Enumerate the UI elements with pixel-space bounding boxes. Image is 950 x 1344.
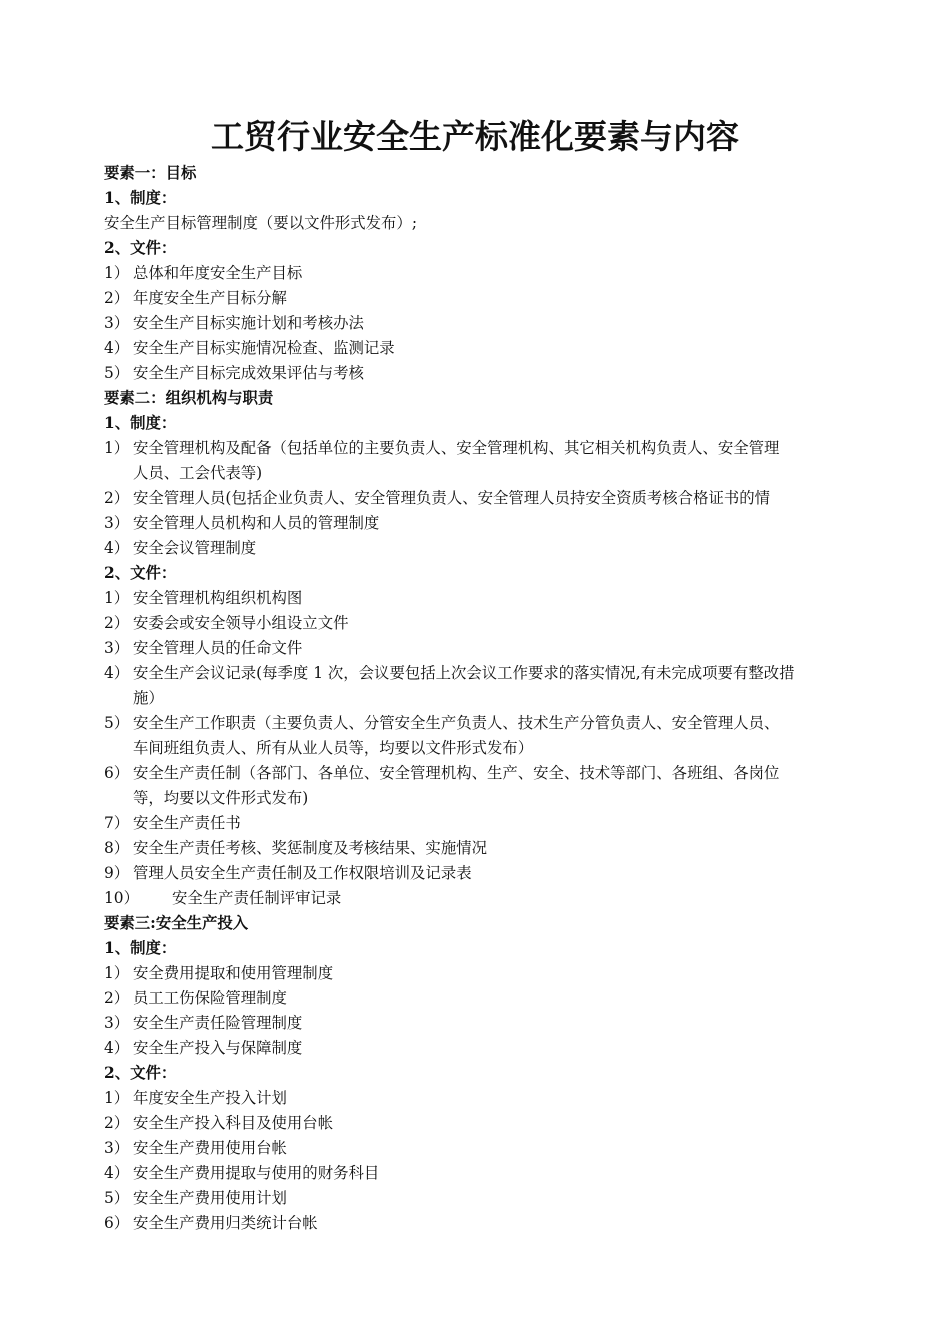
list-item [104,311,850,336]
item-text: 员工工伤保险管理制度 [133,989,287,1007]
item-text: 安委会或安全领导小组设立文件 [133,614,349,632]
list-item [104,486,850,511]
item-text: 安全管理机构组织机构图 [133,589,303,607]
item-continuation: 施） [133,689,164,707]
list-item [104,636,850,661]
item-text: 安全生产费用使用计划 [133,1189,287,1207]
list-item [104,1136,850,1161]
element-3-docs-label: 2、文件： [104,1064,177,1082]
list-item [104,1086,850,1111]
list-item [104,711,850,736]
item-text: 安全生产投入与保障制度 [133,1039,303,1057]
item-number: 1） [104,589,130,607]
list-item [104,836,850,861]
item-number: 3） [104,639,130,657]
item-number: 5） [104,1189,130,1207]
item-text: 安全费用提取和使用管理制度 [133,964,334,982]
item-number: 6） [104,1214,130,1232]
item-text: 安全管理人员机构和人员的管理制度 [133,514,380,532]
item-text: 安全生产责任制评审记录 [172,889,342,907]
item-text: 安全生产费用提取与使用的财务科目 [133,1164,380,1182]
item-number: 4） [104,664,130,682]
list-item [104,961,850,986]
element-1-rules-label: 1、制度： [104,189,177,207]
item-text: 总体和年度安全生产目标 [133,264,303,282]
element-2-rules-label: 1、制度： [104,414,177,432]
list-item [104,1036,850,1061]
list-item [104,661,850,686]
list-item [104,261,850,286]
document-title: 工贸行业安全生产标准化要素与内容 [211,117,739,156]
element-1-heading: 要素一：目标 [104,164,197,182]
item-text: 安全生产投入科目及使用台帐 [133,1114,334,1132]
item-number: 2） [104,289,130,307]
list-item [104,761,850,786]
item-text: 安全生产费用使用台帐 [133,1139,287,1157]
item-number: 3） [104,314,130,332]
list-item [104,1161,850,1186]
element-2-docs-label: 2、文件： [104,564,177,582]
item-text: 安全管理人员的任命文件 [133,639,303,657]
item-text: 安全生产目标实施情况检查、监测记录 [133,339,395,357]
item-text: 安全生产会议记录(每季度 1 次，会议要包括上次会议工作要求的落实情况,有未完成项要有整改措 [133,664,795,682]
item-number: 10） [104,889,139,907]
element-2-heading: 要素二：组织机构与职责 [104,389,274,407]
item-number: 2） [104,989,130,1007]
item-text: 安全管理机构及配备（包括单位的主要负责人、安全管理机构、其它相关机构负责人、安全管理 [133,439,780,457]
list-item [104,336,850,361]
item-number: 3） [104,1139,130,1157]
list-item [104,1111,850,1136]
list-item [104,536,850,561]
list-item [104,586,850,611]
item-number: 2） [104,614,130,632]
list-item [104,886,850,911]
list-item [104,861,850,886]
item-text: 管理人员安全生产责任制及工作权限培训及记录表 [133,864,472,882]
item-number: 6） [104,764,130,782]
list-item [104,286,850,311]
item-text: 安全生产责任考核、奖惩制度及考核结果、实施情况 [133,839,487,857]
item-number: 5） [104,714,130,732]
item-number: 3） [104,1014,130,1032]
item-number: 5） [104,364,130,382]
item-number: 4） [104,339,130,357]
element-3-heading: 要素三:安全生产投入 [104,914,249,932]
list-item [104,986,850,1011]
item-number: 2） [104,1114,130,1132]
list-item [104,511,850,536]
element-1-rules-text: 安全生产目标管理制度（要以文件形式发布）; [104,214,417,232]
item-number: 1） [104,439,130,457]
item-text: 年度安全生产投入计划 [133,1089,287,1107]
list-item [104,1186,850,1211]
item-text: 安全生产责任制（各部门、各单位、安全管理机构、生产、安全、技术等部门、各班组、各岗位 [133,764,780,782]
item-continuation: 人员、工会代表等) [133,464,263,482]
list-item [104,1011,850,1036]
list-item [104,361,850,386]
item-number: 9） [104,864,130,882]
item-text: 安全生产费用归类统计台帐 [133,1214,318,1232]
element-1-docs-label: 2、文件： [104,239,177,257]
document-body [104,161,850,1236]
list-item [104,436,850,461]
item-number: 3） [104,514,130,532]
list-item [104,811,850,836]
item-number: 1） [104,1089,130,1107]
item-number: 4） [104,1039,130,1057]
item-text: 年度安全生产目标分解 [133,289,287,307]
item-text: 安全生产目标完成效果评估与考核 [133,364,364,382]
item-number: 7） [104,814,130,832]
item-text: 安全生产责任险管理制度 [133,1014,303,1032]
item-number: 1） [104,264,130,282]
list-item [104,611,850,636]
item-continuation: 等，均要以文件形式发布) [133,789,309,807]
list-item [104,1211,850,1236]
item-continuation: 车间班组负责人、所有从业人员等，均要以文件形式发布） [133,739,534,757]
item-number: 1） [104,964,130,982]
item-text: 安全生产工作职责（主要负责人、分管安全生产负责人、技术生产分管负责人、安全管理人员、 [133,714,780,732]
item-number: 4） [104,539,130,557]
item-number: 8） [104,839,130,857]
item-text: 安全生产责任书 [133,814,241,832]
item-text: 安全会议管理制度 [133,539,257,557]
item-text: 安全生产目标实施计划和考核办法 [133,314,364,332]
element-3-rules-label: 1、制度： [104,939,177,957]
item-number: 4） [104,1164,130,1182]
item-text: 安全管理人员(包括企业负责人、安全管理负责人、安全管理人员持安全资质考核合格证书的情 [133,489,771,507]
item-number: 2） [104,489,130,507]
